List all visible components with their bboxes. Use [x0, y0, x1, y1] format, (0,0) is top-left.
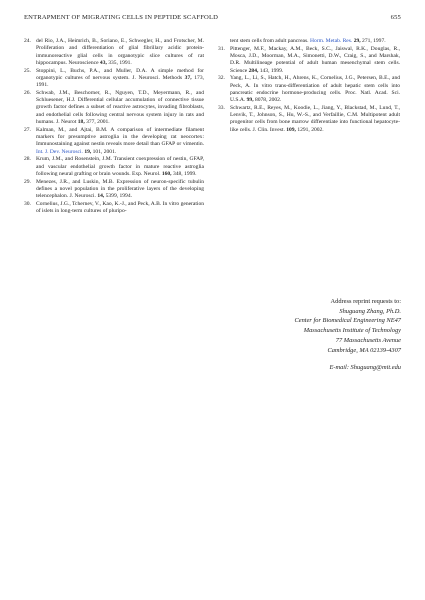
reference-item	[24, 38, 204, 67]
reference-text: Kalman, M., and Ajtai, B.M. A comparison of intermediate filament markers for presumptive astroglia in the developing rat neocortex: Immunostaining against nestin reveals more detail than GFAP or vimentin.	[36, 126, 204, 148]
reference-volume: 29,	[353, 38, 361, 44]
journal-link[interactable]: Horm. Metab. Res.	[309, 38, 353, 44]
reference-pages: 1291, 2002.	[295, 126, 324, 133]
reference-continuation	[218, 38, 400, 45]
reference-volume: 99,	[246, 97, 254, 104]
reference-number: 31.	[218, 45, 225, 52]
reference-item	[24, 179, 204, 201]
reference-item	[24, 127, 204, 156]
reference-pages: 348, 1999.	[171, 170, 197, 177]
reference-text: Menezes, J.R., and Luskin, M.B. Expression of neuron-specific tubulin defines a novel population in the proliferative layers of the developing telencephalon. J. Neurosci.	[36, 178, 204, 200]
reference-volume: 19,	[84, 148, 92, 155]
reference-number: 28.	[24, 156, 31, 163]
reference-item	[218, 105, 400, 134]
reference-number: 29.	[24, 178, 31, 185]
running-title: ENTRAPMENT OF MIGRATING CELLS IN PEPTIDE SCAFFOLD	[24, 14, 219, 21]
address-street: 77 Massachusetts Avenue	[335, 336, 401, 344]
reference-item	[24, 90, 204, 126]
references-left-column	[24, 38, 204, 216]
reference-text: Krum, J.M., and Rosenstein, J.M. Transient coexpression of nestin, GFAP, and vascular endothelial growth factor in mature reactive astroglia following neural grafting or brain wounds. Exp. Neurol.	[36, 156, 204, 177]
reference-volume: 284,	[248, 67, 259, 74]
reference-text: Yang, L., Li, S., Hatch, H., Ahrens, K., Cornelius, J.G., Petersen, B.E., and Peck, A. In vitro trans-differentiation of adult hepatic stem cells into pancreatic endocrine hormone-producing cells. Proc. Natl. Acad. Sci. U.S.A.	[230, 75, 400, 104]
reference-pages: 271, 1997.	[360, 38, 386, 44]
address-city: Cambridge, MA 02139-4307	[327, 346, 401, 354]
reference-item	[218, 75, 400, 104]
address-institution: Massachusetts Institute of Technology	[303, 327, 401, 335]
reference-number: 25.	[24, 67, 31, 74]
reference-text: tent stem cells from adult pancreas.	[230, 38, 310, 44]
reference-text: Schwartz, R.E., Reyes, M., Koodie, L., Jiang, Y., Blackstad, M., Lund, T., Lenvik, T., Johnson, S., Hu, W.-S., and Verfaillie, C.M. Multipotent adult progenitor cells from bone marrow differentiate into functional hepatocyte-like cells. J. Clin. Invest.	[230, 104, 400, 133]
references-right-column	[218, 38, 400, 134]
reference-pages: 377, 2001.	[84, 119, 110, 126]
reference-item	[24, 201, 204, 216]
reference-pages: 173, 1991.	[36, 74, 204, 89]
reference-pages: 143, 1999.	[258, 67, 284, 74]
running-header	[24, 14, 401, 24]
reference-text: Cornelius, J.G., Tchernev, V., Kao, K.-J., and Peck, A.B. In vitro generation of islets in long-term cultures of pluripo-	[36, 200, 204, 215]
reference-volume: 18,	[77, 119, 85, 126]
reference-text: Schwab, J.M., Beschorner, R., Nguyen, T.D., Meyermann, R., and Schluesener, H.J. Differential cellular accumulation of connective tissue growth factor defines a subset of reactive astrocytes, invading fibroblasts, and endothelial cells following central nervous system injury in rats and humans. J. Neurot	[36, 89, 204, 126]
reference-volume: 109,	[286, 126, 296, 133]
reference-number: 24.	[24, 38, 31, 44]
reference-volume: 37,	[184, 74, 192, 81]
reprint-address-block	[200, 297, 401, 373]
reference-number: 30.	[24, 200, 31, 207]
reference-pages: 101, 2001.	[91, 148, 117, 155]
reference-item	[24, 68, 204, 90]
address-center: Center for Biomedical Engineering NE47	[294, 317, 401, 325]
reference-item	[24, 156, 204, 178]
reference-text: Stoppini, L., Buchs, P.A., and Muller, D.A. A simple method for organotypic cultures of nervous system. J. Neurosci. Methods	[36, 67, 204, 81]
reference-number: 32.	[218, 75, 225, 82]
reference-number: 26.	[24, 89, 31, 96]
reference-item	[218, 46, 400, 75]
reference-pages: 335, 1991.	[106, 59, 132, 66]
reference-number: 33.	[218, 104, 225, 111]
journal-link[interactable]: Int. J. Dev. Neurosci.	[36, 148, 83, 155]
reference-volume: 160,	[161, 170, 172, 177]
page-number: 655	[390, 14, 401, 21]
reference-pages: 8078, 2002.	[253, 97, 282, 104]
reference-text: del Rio, J.A., Heimrich, B., Soriano, E., Schwegler, H., and Frotscher, M. Proliferation and differentiation of glial fibrillary acidic protein-immunoreactive glial cells in organotypic slice cultures of rat hippocampus. Neuroscience	[36, 38, 204, 66]
reference-text: Pittenger, M.F., Mackay, A.M., Beck, S.C., Jaiswal, R.K., Douglas, R., Mosca, J.D., Moorman, M.A., Simonetti, D.W., Craig, S., and Marshak, D.R. Multilineage potential of adult human mesenchymal stem cells. Science	[230, 45, 400, 74]
author-name: Shuguang Zhang, Ph.D.	[339, 307, 401, 315]
reference-number: 27.	[24, 126, 31, 133]
author-email[interactable]: E-mail: Shuguang@mit.edu	[329, 364, 401, 372]
reference-volume: 43,	[99, 59, 107, 66]
reference-pages: 5399, 1994.	[104, 193, 132, 200]
address-intro: Address reprint requests to:	[330, 298, 401, 305]
reference-volume: 14,	[97, 193, 105, 200]
